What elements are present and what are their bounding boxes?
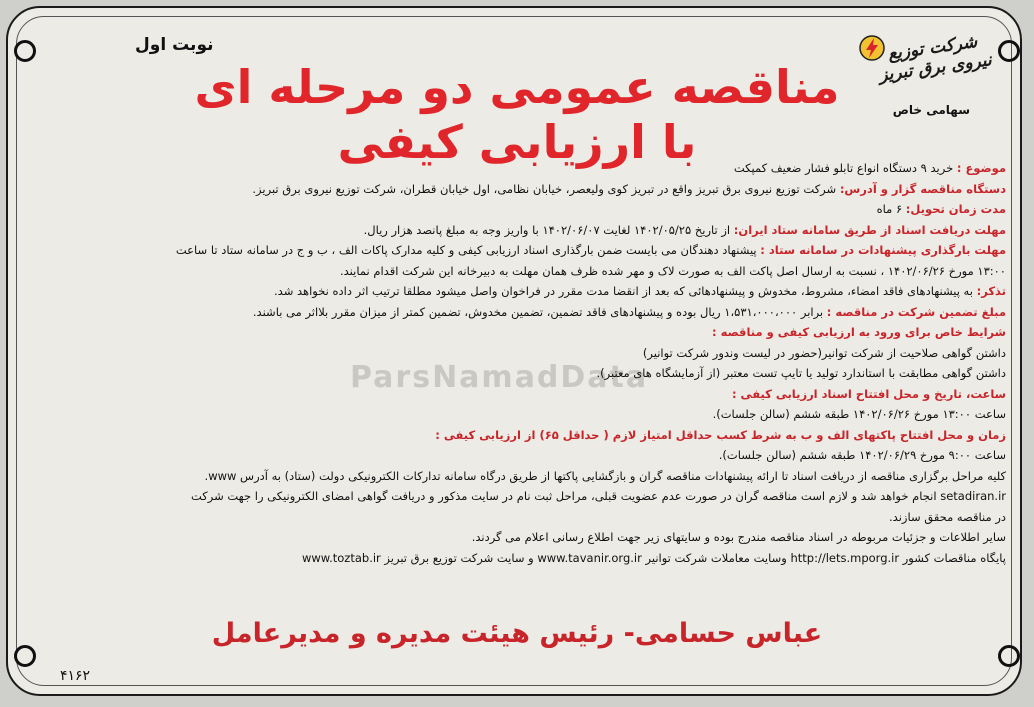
docs-label: مهلت دریافت اسناد از طریق سامانه ستاد ایران: xyxy=(733,222,1006,237)
paragraph-line xyxy=(26,486,1006,507)
upload-row xyxy=(26,240,1006,261)
page-subtitle: با ارزیابی کیفی xyxy=(337,115,697,169)
page-title: مناقصه عمومی دو مرحله ای xyxy=(194,60,840,114)
condition-item xyxy=(26,363,1006,384)
delivery-label: مدت زمان تحویل: xyxy=(905,202,1006,216)
quality-open-value: ساعت ۱۳:۰۰ مورخ ۱۴۰۲/۰۶/۲۶ طبقه ششم (سالن جلسات). xyxy=(712,407,1006,421)
delivery-value: ۶ ماه xyxy=(876,202,903,216)
paragraph-line xyxy=(26,466,1006,487)
upload-value-1: پیشنهاد دهندگان می بایست ضمن بارگذاری اسناد ارزیابی کیفی و کلیه مدارک پاکات الف ، ب و ج در سامانه ستاد تا ساعت xyxy=(175,243,757,257)
corner-circle-icon xyxy=(998,40,1020,62)
note-label: تذکر: xyxy=(976,284,1006,298)
organizer-row xyxy=(26,179,1006,200)
subject-value: خرید ۹ دستگاه انواع تابلو فشار ضعیف کمپکت xyxy=(733,161,954,175)
guarantee-row xyxy=(26,302,1006,323)
watermark: ParsNamadData xyxy=(350,360,649,395)
notice-body xyxy=(26,158,1006,568)
subject-label: موضوع : xyxy=(956,161,1006,175)
signature: عباس حسامی- رئیس هیئت مدیره و مدیرعامل xyxy=(211,618,823,649)
upload-value-2: ۱۳:۰۰ مورخ ۱۴۰۲/۰۶/۲۶ ، نسبت به ارسال اصل پاکت الف به صورت لاک و مهر شده ظرف همان مهلت به دبیرخانه این شرکت اقدام نمایند. xyxy=(339,263,1006,278)
organizer-label: دستگاه مناقصه گزار و آدرس: xyxy=(839,181,1006,196)
round-label: نوبت اول xyxy=(135,35,214,55)
logo-subtext: سهامی خاص xyxy=(892,103,970,117)
paragraph-2: سایر اطلاعات و جزئیات مربوطه در اسناد مناقصه مندرج بوده و سایتهای زیر جهت اطلاع رسانی اعلام می گردند. xyxy=(471,530,1006,544)
envelopes-value-row xyxy=(26,445,1006,466)
condition-1: داشتن گواهی صلاحیت از شرکت توانیر(حضور در لیست وندور شرکت توانیر) xyxy=(642,345,1006,360)
organizer-value: شرکت توزیع نیروی برق تبریز واقع در تبریز کوی ولیعصر، خیابان نظامی، اول خیابان قطران، شرکت توزیع نیروی برق تبریز. xyxy=(252,181,837,196)
quality-open-value-row xyxy=(26,404,1006,425)
paragraph-line xyxy=(26,527,1006,548)
envelopes-label: زمان و محل افتتاح پاکتهای الف و ب به شرط کسب حداقل امتیاز لازم ( حداقل ۶۵) از ارزیابی کیفی : xyxy=(435,427,1006,442)
guarantee-label: مبلغ تضمین شرکت در مناقصه : xyxy=(826,304,1006,319)
condition-2: داشتن گواهی مطابقت با استاندارد تولید یا تایپ تست معتبر (از آزمایشگاه های معتبر). xyxy=(596,366,1006,380)
conditions-row xyxy=(26,322,1006,343)
note-row xyxy=(26,281,1006,302)
upload-label: مهلت بارگذاری پیشنهادات در سامانه ستاد : xyxy=(760,243,1006,257)
paragraph-1b: setadiran.ir انجام خواهد شد و لازم است مناقصه گران در صورت عدم عضویت قبلی، مراحل ثبت نام در سایت مذکور و دریافت گواهی امضای الکترونیکی را جهت شرکت xyxy=(190,489,1006,503)
envelopes-row xyxy=(26,425,1006,446)
footer-number: ۴۱۶۲ xyxy=(60,668,91,684)
paragraph-3: پایگاه مناقصات کشور http://lets.mporg.ir وسایت معاملات شرکت توانیر www.tavanir.org.ir و سایت شرکت توزیع برق تبریز www.toztab.ir xyxy=(301,550,1006,565)
docs-value: از تاریخ ۱۴۰۲/۰۵/۲۵ لغایت ۱۴۰۲/۰۶/۰۷ با واریز وجه به مبلغ پانصد هزار ریال. xyxy=(363,222,731,237)
condition-item xyxy=(26,343,1006,364)
delivery-row xyxy=(26,199,1006,220)
conditions-label: شرایط خاص برای ورود به ارزیابی کیفی و مناقصه : xyxy=(712,325,1006,339)
subject-row xyxy=(26,158,1006,179)
upload-row-2 xyxy=(26,261,1006,282)
paragraph-line xyxy=(26,507,1006,528)
quality-open-row xyxy=(26,384,1006,405)
note-value: به پیشنهادهای فاقد امضاء، مشروط، مخدوش و پیشنهادهائی که بعد از انقضا مدت مقرر در فراخوان واصل میشود مطلقا ترتیب اثر داده نخواهد شد. xyxy=(274,284,973,298)
paragraph-1a: کلیه مراحل برگزاری مناقصه از دریافت اسناد تا ارائه پیشنهادات مناقصه گران و بازگشایی پاکتها از طریق درگاه سامانه تدارکات الکترونیکی دولت (ستاد) به آدرس www. xyxy=(204,468,1006,483)
envelopes-value: ساعت ۹:۰۰ مورخ ۱۴۰۲/۰۶/۲۹ طبقه ششم (سالن جلسات). xyxy=(718,448,1006,462)
paragraph-1c: در مناقصه محقق سازند. xyxy=(889,509,1006,524)
paragraph-line xyxy=(26,548,1006,569)
docs-row xyxy=(26,220,1006,241)
quality-open-label: ساعت، تاریخ و محل افتتاح اسناد ارزیابی کیفی : xyxy=(731,386,1006,401)
logo-text: شرکت توزیع نیروی برق تبریز xyxy=(877,31,993,86)
guarantee-value: برابر ۱،۵۳۱،۰۰۰،۰۰۰ ریال بوده و پیشنهادهای فاقد تضمین، تضمین مخدوش، تضمین کمتر از میزان مقرر بلااثر می باشند. xyxy=(252,304,824,319)
corner-circle-icon xyxy=(14,40,36,62)
